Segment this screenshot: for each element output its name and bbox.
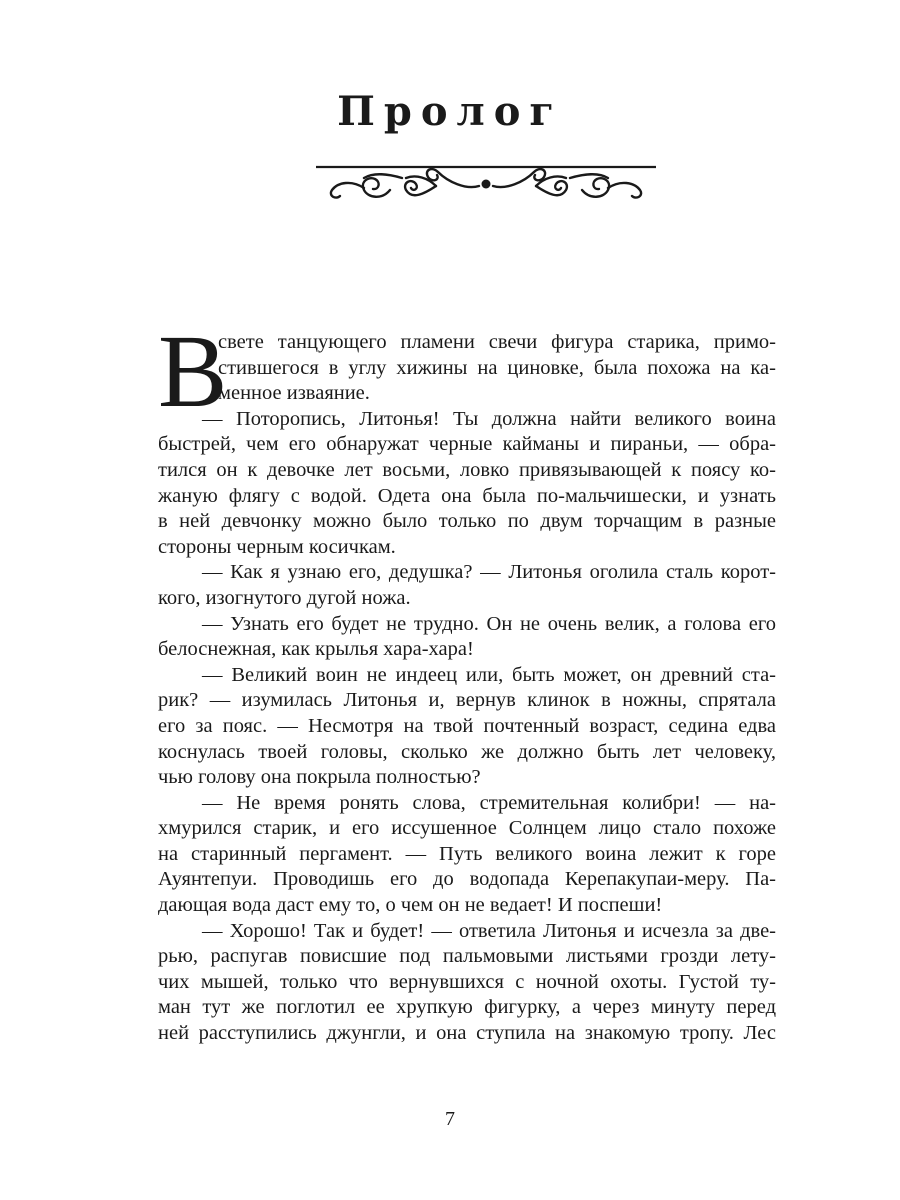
text-line: ней расступились джунгли, и она ступила на знакомую тропу. Лес xyxy=(158,1022,776,1045)
text-line: — Узнать его будет не трудно. Он не очень велик, а голова его xyxy=(202,612,776,635)
text-line: рик? — изумилась Литонья и, вернув клинок в ножны, спрятала xyxy=(158,689,776,712)
text-line: — Поторопись, Литонья! Ты должна найти великого воина xyxy=(202,407,776,430)
text-line: стороны черным косичкам. xyxy=(158,535,396,558)
ornament-left-scroll xyxy=(331,169,479,198)
text-line: дающая вода даст ему то, о чем он не ведает! И поспеши! xyxy=(158,894,663,917)
text-line: рью, распугав повисшие под пальмовыми листьями грозди лету- xyxy=(158,945,776,968)
text-line: чих мышей, только что вернувшихся с ночной охоты. Густой ту- xyxy=(158,970,776,993)
text-line: кого, изогнутого дугой ножа. xyxy=(158,586,411,609)
text-line: — Как я узнаю его, дедушка? — Литонья оголила сталь корот- xyxy=(202,561,776,584)
prologue-text xyxy=(158,314,776,1047)
text-line: — Великий воин не индеец или, быть может, он древний ста- xyxy=(202,663,776,686)
text-line: свете танцующего пламени свечи фигура старика, примо- xyxy=(218,331,776,353)
text-line: коснулась твоей головы, сколько же должно быть лет человеку, xyxy=(158,740,776,763)
text-line: тился он к девочке лет восьми, ловко привязывающей к поясу ко- xyxy=(158,458,776,481)
drop-cap: В xyxy=(158,314,228,429)
ornament-divider xyxy=(316,160,656,216)
ornament-center-dot xyxy=(482,180,491,189)
text-line: хмурился старик, и его иссушенное Солнцем лицо стало похоже xyxy=(158,817,776,840)
page-number: 7 xyxy=(445,1108,455,1130)
text-line: на старинный пергамент. — Путь великого воина лежит к горе xyxy=(158,842,776,865)
text-line: чью голову она покрыла полностью? xyxy=(158,766,481,789)
ornament-right-scroll xyxy=(493,169,641,198)
text-line: жаную флягу с водой. Одета она была по-мальчишески, и узнать xyxy=(158,484,776,507)
text-line: быстрей, чем его обнаружат черные кайманы и пираньи, — обра- xyxy=(158,433,776,456)
text-line: менное изваяние. xyxy=(218,382,370,405)
text-line: — Хорошо! Так и будет! — ответила Литонья и исчезла за две- xyxy=(202,919,776,942)
text-line: ман тут же поглотил ее хрупкую фигурку, а через минуту перед xyxy=(158,996,776,1019)
chapter-title: Пролог xyxy=(337,88,563,135)
text-line: белоснежная, как крылья хара-хара! xyxy=(158,638,474,661)
text-line: в ней девчонку можно было только по двум торчащим в разные xyxy=(158,510,776,533)
text-line: Ауянтепуи. Проводишь его до водопада Керепакупаи-меру. Па- xyxy=(158,868,776,891)
text-line: — Не время ронять слова, стремительная колибри! — на- xyxy=(202,791,776,814)
text-line: его за пояс. — Несмотря на твой почтенный возраст, седина едва xyxy=(158,714,776,737)
text-line: стившегося в углу хижины на циновке, была похожа на ка- xyxy=(218,356,776,379)
